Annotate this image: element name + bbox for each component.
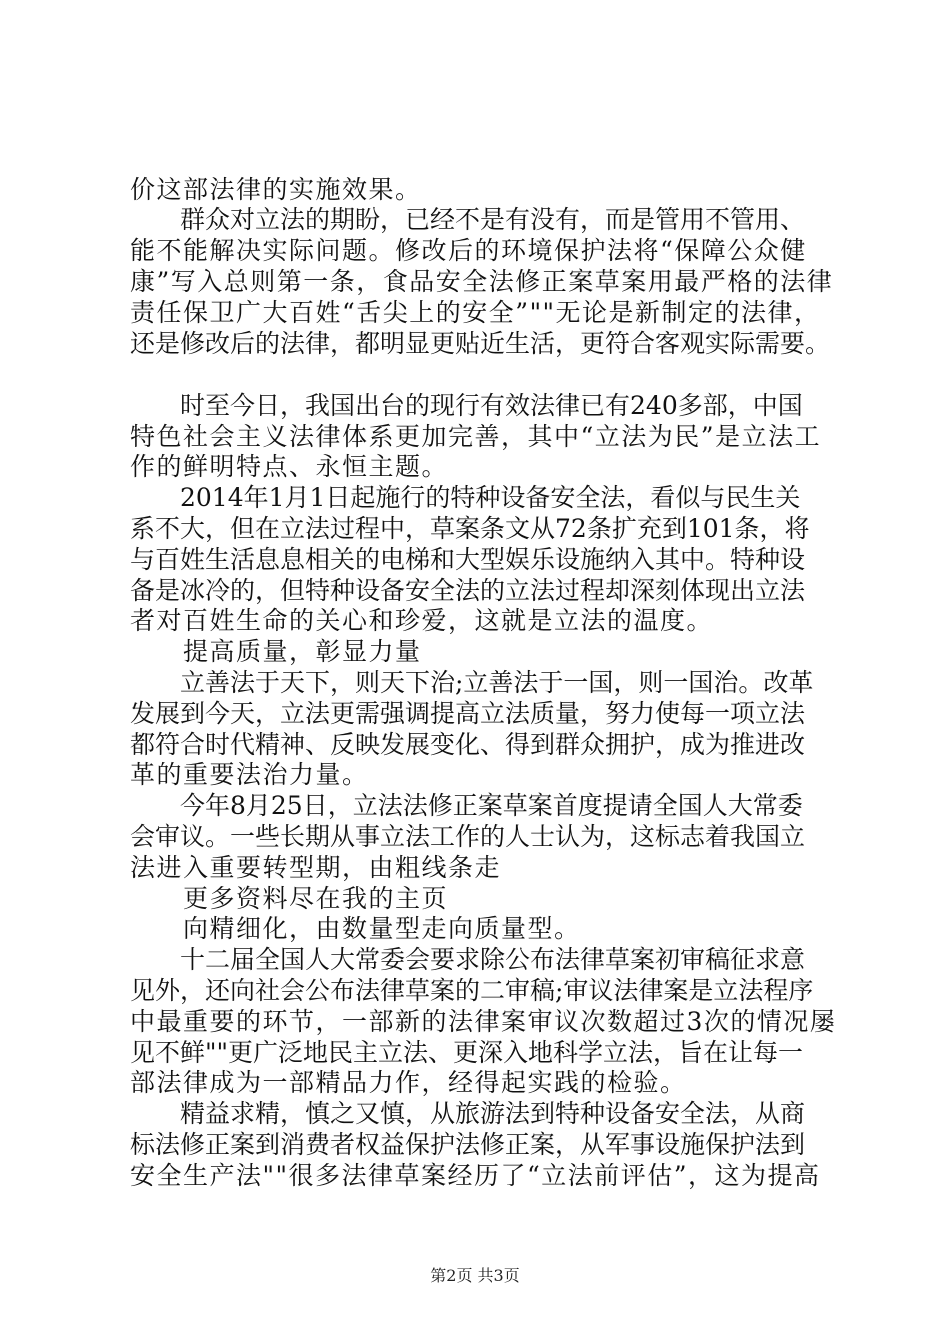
paragraph-line: 见不鲜""更广泛地民主立法、更深入地科学立法，旨在让每一: [130, 1038, 804, 1067]
section-heading: 提高质量，彰显力量: [130, 637, 422, 666]
paragraph-line: 康”写入总则第一条，食品安全法修正案草案用最严格的法律: [130, 267, 834, 296]
paragraph-line: 与百姓生活息息相关的电梯和大型娱乐设施纳入其中。特种设: [130, 545, 806, 574]
paragraph-line: 者对百姓生命的关心和珍爱，这就是立法的温度。: [130, 606, 714, 635]
paragraph-line: 发展到今天，立法更需强调提高立法质量，努力使每一项立法: [130, 699, 806, 728]
paragraph-line: 都符合时代精神、反映发展变化、得到群众拥护，成为推进改: [130, 730, 806, 759]
paragraph-line: 价这部法律的实施效果。: [130, 175, 422, 204]
paragraph-line: 标法修正案到消费者权益保护法修正案，从军事设施保护法到: [130, 1130, 806, 1159]
paragraph-line: 会审议。一些长期从事立法工作的人士认为，这标志着我国立: [130, 822, 806, 851]
paragraph-line: 备是冰冷的，但特种设备安全法的立法过程却深刻体现出立法: [130, 576, 806, 605]
paragraph-line: 作的鲜明特点、永恒主题。: [130, 452, 449, 481]
page-footer: 第2页 共3页: [430, 1266, 520, 1285]
paragraph-line: 中最重要的环节，一部新的法律案审议次数超过3次的情况屡: [130, 1007, 837, 1036]
paragraph-line: 精益求精，慎之又慎，从旅游法到特种设备安全法，从商: [130, 1099, 806, 1128]
paragraph-line: 系不大，但在立法过程中，草案条文从72条扩充到101条，将: [130, 514, 810, 543]
paragraph-line: 部法律成为一部精品力作，经得起实践的检验。: [130, 1068, 687, 1097]
inserted-note: 更多资料尽在我的主页: [130, 884, 449, 913]
paragraph-line: 安全生产法""很多法律草案经历了“立法前评估”，这为提高: [130, 1161, 821, 1190]
paragraph-line: 还是修改后的法律，都明显更贴近生活，更符合客观实际需要。: [130, 329, 831, 358]
paragraph-line: 责任保卫广大百姓“舌尖上的安全”""无论是新制定的法律，: [130, 298, 821, 327]
paragraph-line: 能不能解决实际问题。修改后的环境保护法将“保障公众健: [130, 236, 807, 265]
paragraph-line: 特色社会主义法律体系更加完善，其中“立法为民”是立法工: [130, 422, 822, 451]
paragraph-line: 立善法于天下，则天下治;立善法于一国，则一国治。改革: [130, 668, 814, 697]
paragraph-line: 向精细化，由数量型走向质量型。: [130, 914, 581, 943]
paragraph-line: 群众对立法的期盼，已经不是有没有，而是管用不管用、: [130, 205, 806, 234]
paragraph-line: 今年8月25日，立法法修正案草案首度提请全国人大常委: [130, 791, 803, 820]
paragraph-line: 2014年1月1日起施行的特种设备安全法，看似与民生关: [130, 483, 801, 512]
paragraph-line: 见外，还向社会公布法律草案的二审稿;审议法律案是立法程序: [130, 976, 814, 1005]
paragraph-line: 十二届全国人大常委会要求除公布法律草案初审稿征求意: [130, 945, 806, 974]
paragraph-line: 革的重要法治力量。: [130, 760, 369, 789]
paragraph-line: 时至今日，我国出台的现行有效法律已有240多部，中国: [130, 391, 803, 420]
paragraph-line: 法进入重要转型期，由粗线条走: [130, 853, 502, 882]
